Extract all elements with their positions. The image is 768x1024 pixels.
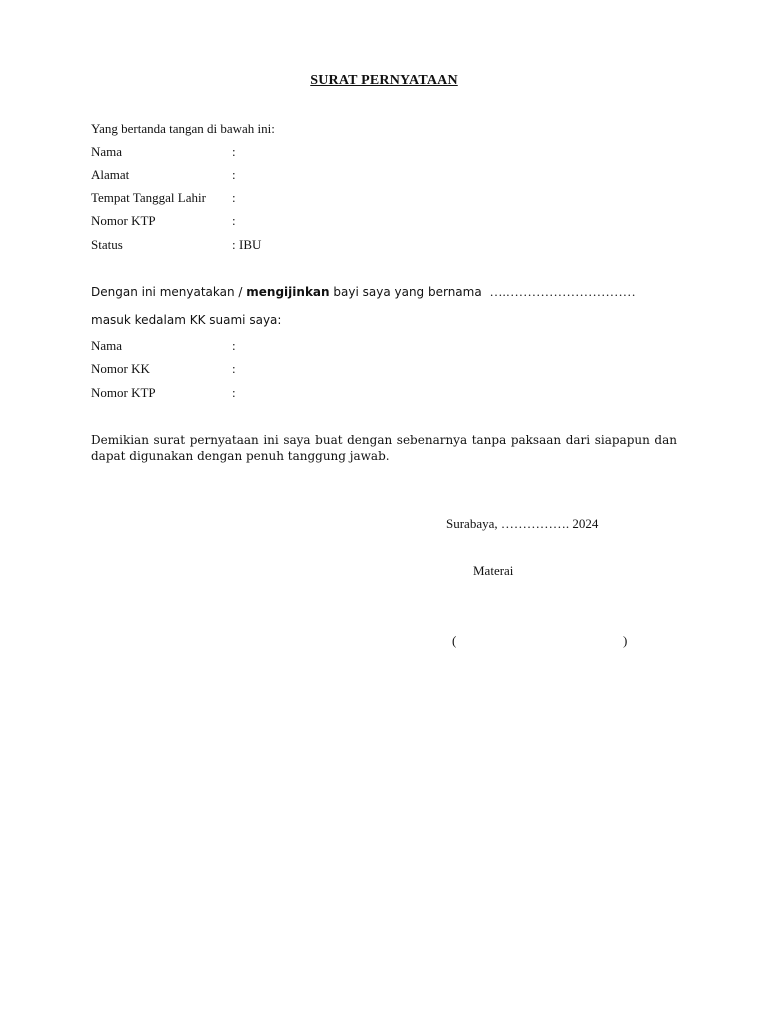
husband-field-kk	[91, 361, 691, 377]
intro-text: Yang bertanda tangan di bawah ini:	[91, 121, 275, 136]
signer-field-nama	[91, 144, 691, 160]
statement-line	[91, 284, 636, 300]
husband-field-nama	[91, 338, 691, 354]
place-date: Surabaya, ……………. 2024	[446, 516, 599, 531]
field-label: Nama	[91, 338, 123, 353]
field-colon: :	[232, 144, 236, 159]
field-colon: :	[232, 190, 236, 205]
field-label: Alamat	[91, 167, 130, 182]
field-label: Nomor KTP	[91, 213, 156, 228]
statement-bold: mengijinkan	[246, 285, 330, 299]
field-label: Nomor KK	[91, 361, 150, 376]
signer-field-status	[91, 237, 691, 253]
closing-paragraph: Demikian surat pernyataan ini saya buat dengan sebenarnya tanpa paksaan dari siapapun dan dapat digunakan dengan penuh tanggung jawab.	[91, 433, 677, 463]
field-label: Tempat Tanggal Lahir	[91, 190, 206, 205]
field-colon: :	[232, 213, 236, 228]
statement-blank: ….…………………………	[489, 284, 636, 299]
signer-field-alamat	[91, 167, 691, 183]
signature-close-paren: )	[623, 633, 628, 648]
field-colon: :	[232, 338, 236, 353]
husband-field-ktp	[91, 385, 691, 401]
husband-intro: masuk kedalam KK suami saya:	[91, 313, 282, 327]
field-colon: :	[232, 167, 236, 182]
field-value: IBU	[239, 237, 262, 252]
document-title: SURAT PERNYATAAN	[310, 73, 458, 88]
field-label: Status	[91, 237, 123, 252]
field-colon: :	[232, 237, 236, 252]
field-label: Nomor KTP	[91, 385, 156, 400]
signer-field-ttl	[91, 190, 691, 206]
signature-open-paren: (	[452, 633, 457, 648]
statement-prefix: Dengan ini menyatakan /	[91, 285, 243, 299]
stamp-label: Materai	[473, 563, 514, 578]
field-colon: :	[232, 361, 236, 376]
statement-suffix: bayi saya yang bernama	[333, 285, 482, 299]
field-label: Nama	[91, 144, 123, 159]
signer-field-ktp	[91, 213, 691, 229]
field-colon: :	[232, 385, 236, 400]
